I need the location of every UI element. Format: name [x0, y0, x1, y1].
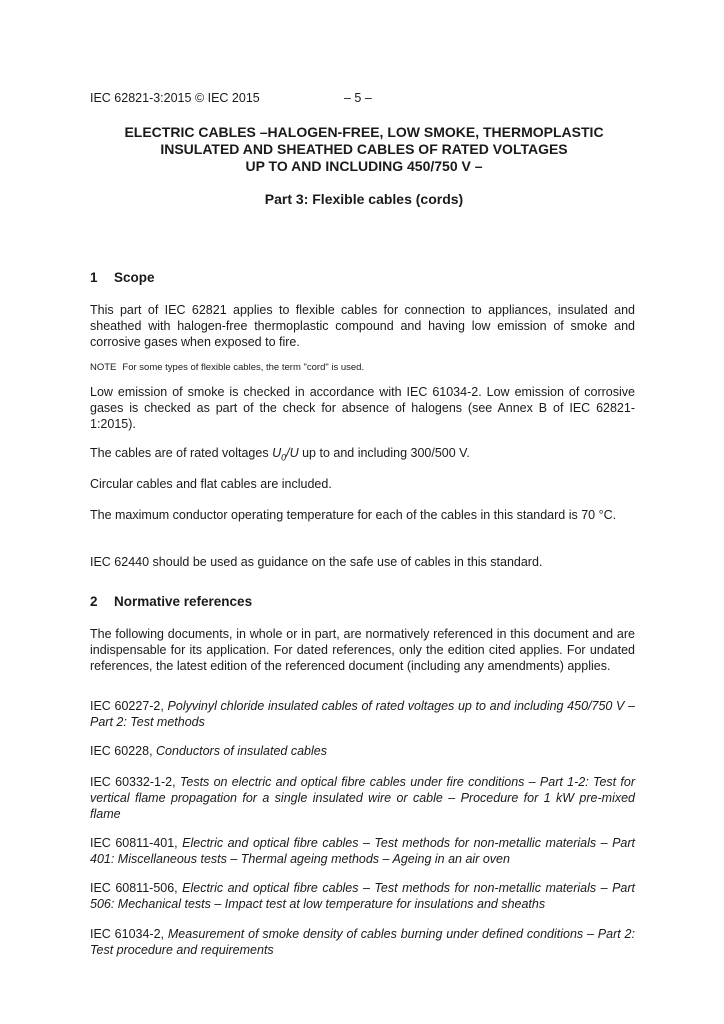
- scope-paragraph-4: Circular cables and flat cables are included.: [90, 477, 332, 491]
- reference-item: [90, 698, 635, 730]
- para3-text-pre: The cables are of rated voltages: [90, 446, 273, 460]
- reference-item: [90, 880, 635, 912]
- title-line-1: ELECTRIC CABLES –HALOGEN-FREE, LOW SMOKE, THERMOPLASTIC: [124, 124, 604, 140]
- para3-text-post: up to and including 300/500 V.: [298, 446, 470, 460]
- note-text: For some types of flexible cables, the term "cord" is used.: [122, 362, 365, 373]
- voltage-u0-letter: U: [272, 446, 282, 460]
- references-intro: The following documents, in whole or in part, are normatively referenced in this document and are indispensable for its application. For dated references, only the edition cited applies. For undated references, the latest edition of the referenced document (including any amendments) applies.: [90, 627, 635, 673]
- reference-item: [90, 835, 635, 867]
- reference-item: [90, 774, 635, 822]
- section-title: Normative references: [114, 594, 253, 609]
- reference-id: IEC 60228,: [90, 744, 157, 758]
- voltage-u0-subscript: 0: [281, 452, 287, 463]
- scope-note: [90, 362, 635, 374]
- voltage-u: U: [289, 446, 299, 460]
- reference-id: IEC 60811-401,: [90, 836, 183, 850]
- reference-title: Measurement of smoke density of cables burning under defined conditions – Part 2: Test procedure and requirements: [90, 927, 635, 957]
- scope-paragraph-5: The maximum conductor operating temperature for each of the cables in this standard is 70 °C.: [90, 508, 617, 522]
- note-label: NOTE: [90, 362, 117, 373]
- header-doc-id: IEC 62821-3:2015 © IEC 2015: [90, 91, 260, 105]
- part-title: Part 3: Flexible cables (cords): [264, 191, 464, 207]
- scope-paragraph-1: This part of IEC 62821 applies to flexible cables for connection to appliances, insulated and sheathed with halogen-free thermoplastic compound and having low emission of smoke and corrosive gases when exposed to fire.: [90, 303, 635, 349]
- voltage-u0: [272, 446, 287, 463]
- section-heading-scope: [90, 270, 155, 285]
- reference-title: Electric and optical fibre cables – Test methods for non-metallic materials – Part 506: Mechanical tests – Impact test at low temperature for insulations and sheaths: [90, 881, 635, 911]
- reference-item: [90, 926, 635, 958]
- section-number: 1: [90, 270, 98, 285]
- reference-title: Tests on electric and optical fibre cables under fire conditions – Part 1-2: Test for vertical flame propagation for a single insulated wire or cable – Procedure for 1 kW pre-mixed flame: [90, 775, 635, 821]
- section-number: 2: [90, 594, 98, 609]
- reference-id: IEC 60227-2,: [90, 699, 168, 713]
- title-line-2: INSULATED AND SHEATHED CABLES OF RATED VOLTAGES: [160, 141, 568, 157]
- section-title: Scope: [114, 270, 155, 285]
- title-line-3: UP TO AND INCLUDING 450/750 V –: [245, 158, 483, 174]
- reference-title: Electric and optical fibre cables – Test methods for non-metallic materials – Part 401: Miscellaneous tests – Thermal ageing methods – Ageing in an air oven: [90, 836, 635, 866]
- reference-id: IEC 60332-1-2,: [90, 775, 180, 789]
- scope-paragraph-6: IEC 62440 should be used as guidance on the safe use of cables in this standard.: [90, 555, 543, 569]
- voltage-slash: /: [286, 446, 290, 460]
- reference-id: IEC 60811-506,: [90, 881, 183, 895]
- scope-paragraph-2: Low emission of smoke is checked in accordance with IEC 61034-2. Low emission of corrosive gases is checked as part of the check for absence of halogens (see Annex B of IEC 62821-1:2015).: [90, 385, 635, 431]
- reference-item: [90, 743, 635, 759]
- document-title: [90, 124, 638, 175]
- header-page-number: – 5 –: [344, 91, 372, 105]
- scope-paragraph-3: [90, 445, 635, 466]
- section-heading-normative-references: [90, 594, 252, 609]
- reference-title: Conductors of insulated cables: [156, 744, 327, 758]
- reference-id: IEC 61034-2,: [90, 927, 168, 941]
- reference-title: Polyvinyl chloride insulated cables of rated voltages up to and including 450/750 V – Part 2: Test methods: [90, 699, 635, 729]
